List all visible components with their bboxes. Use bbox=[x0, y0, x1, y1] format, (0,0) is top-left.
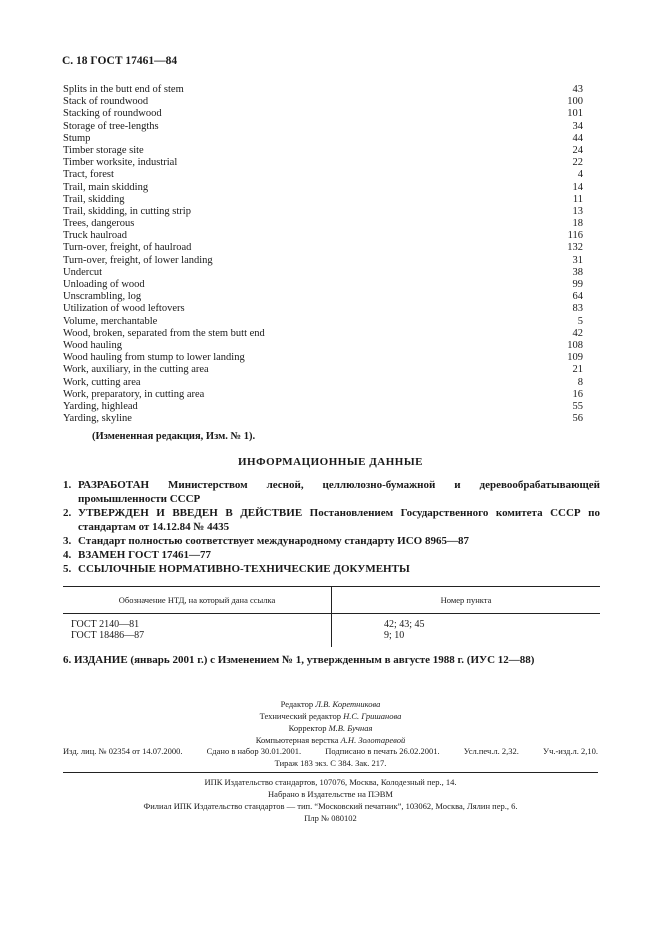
info-item-text: УТВЕРЖДЕН И ВВЕДЕН В ДЕЙСТВИЕ Постановлением Государственного комитета СССР по стандартам от 14.12.84 № 4435 bbox=[78, 507, 600, 533]
index-row bbox=[63, 389, 583, 401]
index-number: 55 bbox=[572, 400, 583, 412]
publisher-line: ИПК Издательство стандартов, 107076, Москва, Колодезный пер., 14. bbox=[204, 777, 457, 787]
index-term: Tract, forest bbox=[63, 169, 114, 181]
reference-table-header bbox=[63, 586, 600, 614]
index-row bbox=[63, 133, 583, 145]
index-number: 109 bbox=[567, 352, 583, 364]
index-term: Trail, skidding bbox=[63, 193, 125, 205]
publisher-line: Филиал ИПК Издательство стандартов — тип. “Московский печатник”, 103062, Москва, Лялин пер., 6. bbox=[143, 801, 518, 811]
document-cell: ГОСТ 18486—87 bbox=[71, 630, 145, 641]
credit-role: Компьютерная верстка bbox=[255, 735, 339, 745]
index-row bbox=[63, 413, 583, 425]
column-header-document: Обозначение НТД, на который дана ссылка bbox=[63, 587, 332, 613]
index-number: 24 bbox=[572, 144, 583, 156]
index-term: Trees, dangerous bbox=[63, 218, 135, 230]
column-header-item-number: Номер пункта bbox=[440, 595, 492, 605]
credit-name: Н.С. Гришанова bbox=[343, 711, 402, 721]
index-term: Utilization of wood leftovers bbox=[63, 303, 185, 315]
index-row bbox=[63, 291, 583, 303]
index-number: 18 bbox=[572, 218, 583, 230]
index-term: Stack of roundwood bbox=[63, 96, 149, 108]
index-term: Turn-over, freight, of haulroad bbox=[63, 242, 192, 254]
reference-table bbox=[63, 586, 600, 647]
info-item-text: ВЗАМЕН ГОСТ 17461—77 bbox=[78, 549, 212, 561]
index-term: Undercut bbox=[63, 266, 103, 278]
index-row bbox=[63, 401, 583, 413]
index-term: Unloading of wood bbox=[63, 279, 145, 290]
credit-role: Технический редактор bbox=[259, 711, 341, 721]
index-row bbox=[63, 230, 583, 242]
index-row bbox=[63, 328, 583, 340]
index-term: Volume, merchantable bbox=[63, 315, 158, 327]
index-row bbox=[63, 206, 583, 218]
document-column bbox=[63, 614, 332, 647]
print-signed-date: Подписано в печать 26.02.2001. bbox=[325, 746, 440, 756]
index-term: Work, cutting area bbox=[63, 376, 141, 388]
info-item bbox=[63, 548, 600, 562]
info-item-number: 5. bbox=[63, 563, 72, 575]
publisher-line: Плр № 080102 bbox=[304, 813, 357, 823]
index-term: Stump bbox=[63, 132, 91, 144]
page-header: С. 18 ГОСТ 17461—84 bbox=[62, 55, 178, 67]
info-item bbox=[63, 534, 600, 548]
index-number: 31 bbox=[572, 254, 583, 266]
info-item-number: 1. bbox=[63, 479, 72, 491]
index-row bbox=[63, 96, 583, 108]
index-row bbox=[63, 352, 583, 364]
index-term: Trail, main skidding bbox=[63, 181, 149, 193]
index-row bbox=[63, 255, 583, 267]
index-term: Timber storage site bbox=[63, 144, 144, 156]
index-number: 83 bbox=[572, 303, 583, 315]
index-row bbox=[63, 108, 583, 120]
issue-statement: 6. ИЗДАНИЕ (январь 2001 г.) с Изменением № 1, утвержденным в августе 1988 г. (ИУС 12—88) bbox=[63, 654, 535, 666]
credit-row bbox=[0, 710, 661, 722]
index-term: Timber worksite, industrial bbox=[63, 157, 178, 169]
reference-table-body bbox=[63, 614, 600, 647]
info-item-text: РАЗРАБОТАН Министерством лесной, целлюлозно-бумажной и деревообрабатывающей промышленности СССР bbox=[78, 479, 600, 505]
index-term: Wood hauling bbox=[63, 339, 122, 351]
index-term: Truck haulroad bbox=[63, 230, 128, 242]
info-list bbox=[63, 478, 600, 576]
index-number: 13 bbox=[572, 205, 583, 217]
license-info: Изд. лиц. № 02354 от 14.07.2000. bbox=[63, 746, 183, 756]
index-number: 11 bbox=[572, 193, 583, 205]
index-term: Splits in the butt end of stem bbox=[63, 84, 184, 95]
print-info-line bbox=[63, 745, 598, 757]
index-row bbox=[63, 194, 583, 206]
divider-rule bbox=[63, 772, 598, 773]
info-item-number: 3. bbox=[63, 535, 72, 547]
index-row bbox=[63, 303, 583, 315]
index-number: 16 bbox=[572, 388, 583, 400]
credit-role: Корректор bbox=[288, 723, 327, 733]
info-item bbox=[63, 506, 600, 534]
index-number: 99 bbox=[572, 279, 583, 290]
index-row bbox=[63, 218, 583, 230]
index-term: Turn-over, freight, of lower landing bbox=[63, 254, 213, 266]
index-row bbox=[63, 340, 583, 352]
info-item-text: Стандарт полностью соответствует международному стандарту ИСО 8965—87 bbox=[78, 535, 469, 547]
index-number: 43 bbox=[572, 84, 583, 95]
index-row bbox=[63, 157, 583, 169]
index-number: 100 bbox=[567, 96, 583, 108]
index-term: Stacking of roundwood bbox=[63, 108, 162, 120]
edition-note: (Измененная редакция, Изм. № 1). bbox=[92, 431, 256, 442]
typeset-date: Сдано в набор 30.01.2001. bbox=[206, 746, 302, 756]
publishing-sheets: Уч.-изд.л. 2,10. bbox=[543, 746, 598, 756]
term-index bbox=[63, 84, 583, 425]
index-term: Work, auxiliary, in the cutting area bbox=[63, 364, 209, 376]
info-item bbox=[63, 478, 600, 506]
index-row bbox=[63, 279, 583, 291]
info-item bbox=[63, 562, 600, 576]
index-number: 108 bbox=[567, 339, 583, 351]
index-number: 4 bbox=[577, 169, 583, 181]
print-run-info: Тираж 183 экз. С 384. Зак. 217. bbox=[274, 758, 387, 768]
index-term: Yarding, highlead bbox=[63, 400, 138, 412]
index-number: 38 bbox=[572, 266, 583, 278]
index-number: 42 bbox=[572, 327, 583, 339]
credit-name: М.В. Бучная bbox=[328, 723, 373, 733]
index-row bbox=[63, 169, 583, 181]
index-term: Work, preparatory, in cutting area bbox=[63, 388, 205, 400]
index-term: Yarding, skyline bbox=[63, 413, 132, 425]
credit-name: А.Н. Золотаревой bbox=[340, 735, 406, 745]
index-number: 34 bbox=[572, 120, 583, 132]
index-term: Trail, skidding, in cutting strip bbox=[63, 205, 191, 217]
index-row bbox=[63, 182, 583, 194]
item-number-cell: 9; 10 bbox=[384, 630, 405, 641]
index-number: 5 bbox=[577, 315, 583, 327]
item-number-cell: 42; 43; 45 bbox=[384, 619, 425, 630]
index-number: 132 bbox=[567, 242, 583, 254]
index-number: 44 bbox=[572, 132, 583, 144]
index-number: 101 bbox=[567, 108, 583, 120]
index-number: 56 bbox=[572, 413, 583, 425]
index-term: Wood, broken, separated from the stem butt end bbox=[63, 327, 265, 339]
info-item-text: ССЫЛОЧНЫЕ НОРМАТИВНО-ТЕХНИЧЕСКИЕ ДОКУМЕНТЫ bbox=[78, 563, 410, 575]
index-row bbox=[63, 364, 583, 376]
index-row bbox=[63, 84, 583, 96]
index-number: 14 bbox=[572, 181, 583, 193]
publisher-block bbox=[0, 776, 661, 824]
credits-block bbox=[0, 698, 661, 746]
item-number-column bbox=[332, 614, 600, 647]
info-heading: ИНФОРМАЦИОННЫЕ ДАННЫЕ bbox=[237, 456, 424, 468]
index-number: 64 bbox=[572, 291, 583, 303]
index-row bbox=[63, 267, 583, 279]
index-term: Unscrambling, log bbox=[63, 291, 142, 303]
credit-row bbox=[0, 722, 661, 734]
index-number: 116 bbox=[567, 230, 583, 242]
index-row bbox=[63, 145, 583, 157]
index-row bbox=[63, 121, 583, 133]
index-row bbox=[63, 316, 583, 328]
document-cell: ГОСТ 2140—81 bbox=[71, 619, 140, 630]
print-info bbox=[63, 745, 598, 769]
credit-row bbox=[0, 698, 661, 710]
index-row bbox=[63, 242, 583, 254]
index-number: 22 bbox=[572, 157, 583, 169]
credit-name: Л.В. Коретникова bbox=[315, 699, 381, 709]
index-number: 8 bbox=[577, 376, 583, 388]
info-item-number: 4. bbox=[63, 549, 72, 561]
index-row bbox=[63, 377, 583, 389]
publisher-line: Набрано в Издательстве на ПЭВМ bbox=[268, 789, 393, 799]
print-sheets: Усл.печ.л. 2,32. bbox=[463, 746, 519, 756]
index-number: 21 bbox=[572, 364, 583, 376]
index-term: Storage of tree-lengths bbox=[63, 120, 159, 132]
index-term: Wood hauling from stump to lower landing bbox=[63, 352, 245, 364]
info-item-number: 2. bbox=[63, 507, 72, 519]
credit-role: Редактор bbox=[280, 699, 314, 709]
